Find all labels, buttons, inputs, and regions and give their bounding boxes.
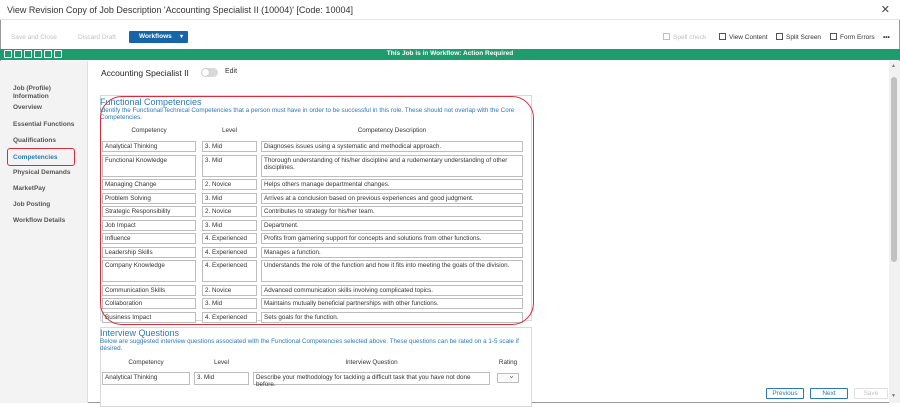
description-cell[interactable]: Helps others manage departmental changes.: [261, 179, 523, 190]
sidebar-item-physical-demands[interactable]: Physical Demands: [13, 169, 71, 176]
description-cell[interactable]: Understands the role of the function and how it fits into meeting the goals of the division.: [261, 260, 523, 282]
sidebar-item-information[interactable]: Information: [13, 93, 49, 100]
competency-cell: Managing Change: [102, 179, 196, 190]
description-cell[interactable]: Department.: [261, 220, 523, 231]
column-header-question: Interview Question: [345, 359, 398, 366]
window-title: View Revision Copy of Job Description 'Accounting Specialist II (10004)' [Code: 10004]: [7, 5, 353, 15]
column-header-competency: Competency: [131, 127, 167, 134]
save-button[interactable]: Save: [854, 388, 888, 399]
level-cell: 4. Experienced: [202, 260, 257, 282]
chevron-down-icon: ▾: [179, 34, 183, 40]
spell-check-icon: [663, 33, 670, 40]
level-cell: 4. Experienced: [202, 312, 257, 323]
competency-cell: Leadership Skills: [102, 247, 196, 258]
interview-competency-cell: Analytical Thinking: [102, 372, 190, 385]
next-button[interactable]: Next: [810, 388, 848, 399]
column-header-level: Level: [213, 359, 230, 366]
workflows-label: Workflows: [139, 33, 172, 40]
sidebar-item-marketpay[interactable]: MarketPay: [13, 185, 46, 192]
job-title: Accounting Specialist II: [101, 68, 189, 78]
description-cell[interactable]: Maintains mutually beneficial partnerships with other functions.: [261, 298, 523, 309]
scroll-down-icon[interactable]: ▼: [891, 393, 896, 399]
level-cell: 2. Novice: [202, 206, 257, 217]
sidebar-item-essential-functions[interactable]: Essential Functions: [13, 121, 75, 128]
scroll-up-icon[interactable]: ▲: [891, 63, 896, 69]
form-errors-icon: [830, 33, 837, 40]
competency-cell: Functional Knowledge: [102, 155, 196, 177]
level-cell: 3. Mid: [202, 298, 257, 309]
description-cell[interactable]: Profits from garnering support for concepts and solutions from other functions.: [261, 233, 523, 244]
competency-cell: Problem Solving: [102, 193, 196, 204]
edit-label: Edit: [225, 68, 238, 75]
sidebar-item-job-posting[interactable]: Job Posting: [13, 201, 51, 208]
description-cell[interactable]: Diagnoses issues using a systematic and methodical approach.: [261, 141, 523, 152]
vertical-scrollbar[interactable]: [889, 61, 900, 403]
split-screen-label: Split Screen: [786, 34, 822, 41]
level-cell: 4. Experienced: [202, 233, 257, 244]
split-screen-icon: [776, 33, 783, 40]
level-cell: 2. Novice: [202, 285, 257, 296]
level-cell: 4. Experienced: [202, 247, 257, 258]
column-header-level: Level: [221, 127, 238, 134]
edit-toggle[interactable]: [201, 68, 218, 77]
previous-button[interactable]: Previous: [766, 388, 804, 399]
sidebar-item-workflow-details[interactable]: Workflow Details: [13, 217, 66, 224]
description-cell[interactable]: Advanced communication skills involving complicated topics.: [261, 285, 523, 296]
view-content-label: View Content: [729, 34, 768, 41]
main-content: [88, 61, 888, 403]
sidebar: [0, 61, 88, 403]
column-header-competency: Competency: [128, 359, 164, 366]
level-cell: 3. Mid: [202, 220, 257, 231]
column-header-rating: Rating: [498, 359, 518, 366]
split-screen-button[interactable]: [776, 32, 821, 43]
interview-questions-description: Below are suggested interview questions associated with the Functional Competencies selected above. These questions can be rated on a 1-5 scale if desired.: [100, 338, 519, 353]
functional-competencies-description: Identify the Functional/Technical Competencies that a person must have in order to be successful in this role. These should not overlap with the Core Competencies.: [100, 107, 515, 122]
competency-cell: Collaboration: [102, 298, 196, 309]
form-errors-label: Form Errors: [840, 34, 875, 41]
level-cell: 3. Mid: [202, 155, 257, 177]
level-cell: 3. Mid: [202, 141, 257, 152]
toolbar: [0, 30, 900, 44]
level-cell: 2. Novice: [202, 179, 257, 190]
title-bar: [0, 0, 900, 20]
competency-cell: Business Impact: [102, 312, 196, 323]
document-icon: [719, 33, 726, 40]
interview-level-cell: 3. Mid: [194, 372, 249, 385]
sidebar-item-qualifications[interactable]: Qualifications: [13, 137, 56, 144]
interview-question-cell[interactable]: Describe your methodology for tackling a difficult task that you have not done before.: [253, 372, 490, 385]
competency-cell: Company Knowledge: [102, 260, 196, 282]
more-options-icon[interactable]: •••: [883, 34, 890, 41]
description-cell[interactable]: Thorough understanding of his/her discipline and a rudementary understanding of other disciplines.: [261, 155, 523, 177]
competency-cell: Influence: [102, 233, 196, 244]
competency-cell: Strategic Responsibility: [102, 206, 196, 217]
discard-draft-button[interactable]: Discard Draft: [78, 34, 116, 41]
workflows-button[interactable]: [129, 31, 188, 43]
column-header-description: Competency Description: [357, 127, 427, 134]
view-content-button[interactable]: [719, 32, 768, 43]
rating-select[interactable]: [497, 373, 519, 383]
workflow-banner: [0, 49, 900, 60]
description-cell[interactable]: Sets goals for the function.: [261, 312, 523, 323]
level-cell: 3. Mid: [202, 193, 257, 204]
form-errors-button[interactable]: [830, 32, 875, 43]
spell-check-label: Spell check: [673, 34, 707, 41]
active-item-highlight: [7, 148, 75, 166]
spell-check-button[interactable]: [663, 32, 706, 43]
interview-questions-title: Interview Questions: [100, 328, 180, 338]
sidebar-item-overview[interactable]: Overview: [13, 104, 42, 111]
save-and-close-button[interactable]: Save and Close: [11, 34, 57, 41]
sidebar-item-job-profile[interactable]: Job (Profile): [13, 85, 51, 92]
close-icon[interactable]: ✕: [880, 4, 890, 16]
scroll-thumb[interactable]: [891, 77, 897, 262]
description-cell[interactable]: Contributes to strategy for his/her team.: [261, 206, 523, 217]
competency-cell: Communication Skills: [102, 285, 196, 296]
sidebar-item-competencies[interactable]: Competencies: [13, 154, 58, 161]
functional-competencies-title: Functional Competencies: [100, 97, 202, 107]
competency-cell: Job Impact: [102, 220, 196, 231]
competency-cell: Analytical Thinking: [102, 141, 196, 152]
description-cell[interactable]: Arrives at a conclusion based on previous experiences and good judgment.: [261, 193, 523, 204]
workflow-message: This Job is in Workflow: Action Required: [386, 50, 514, 57]
description-cell[interactable]: Manages a function.: [261, 247, 523, 258]
